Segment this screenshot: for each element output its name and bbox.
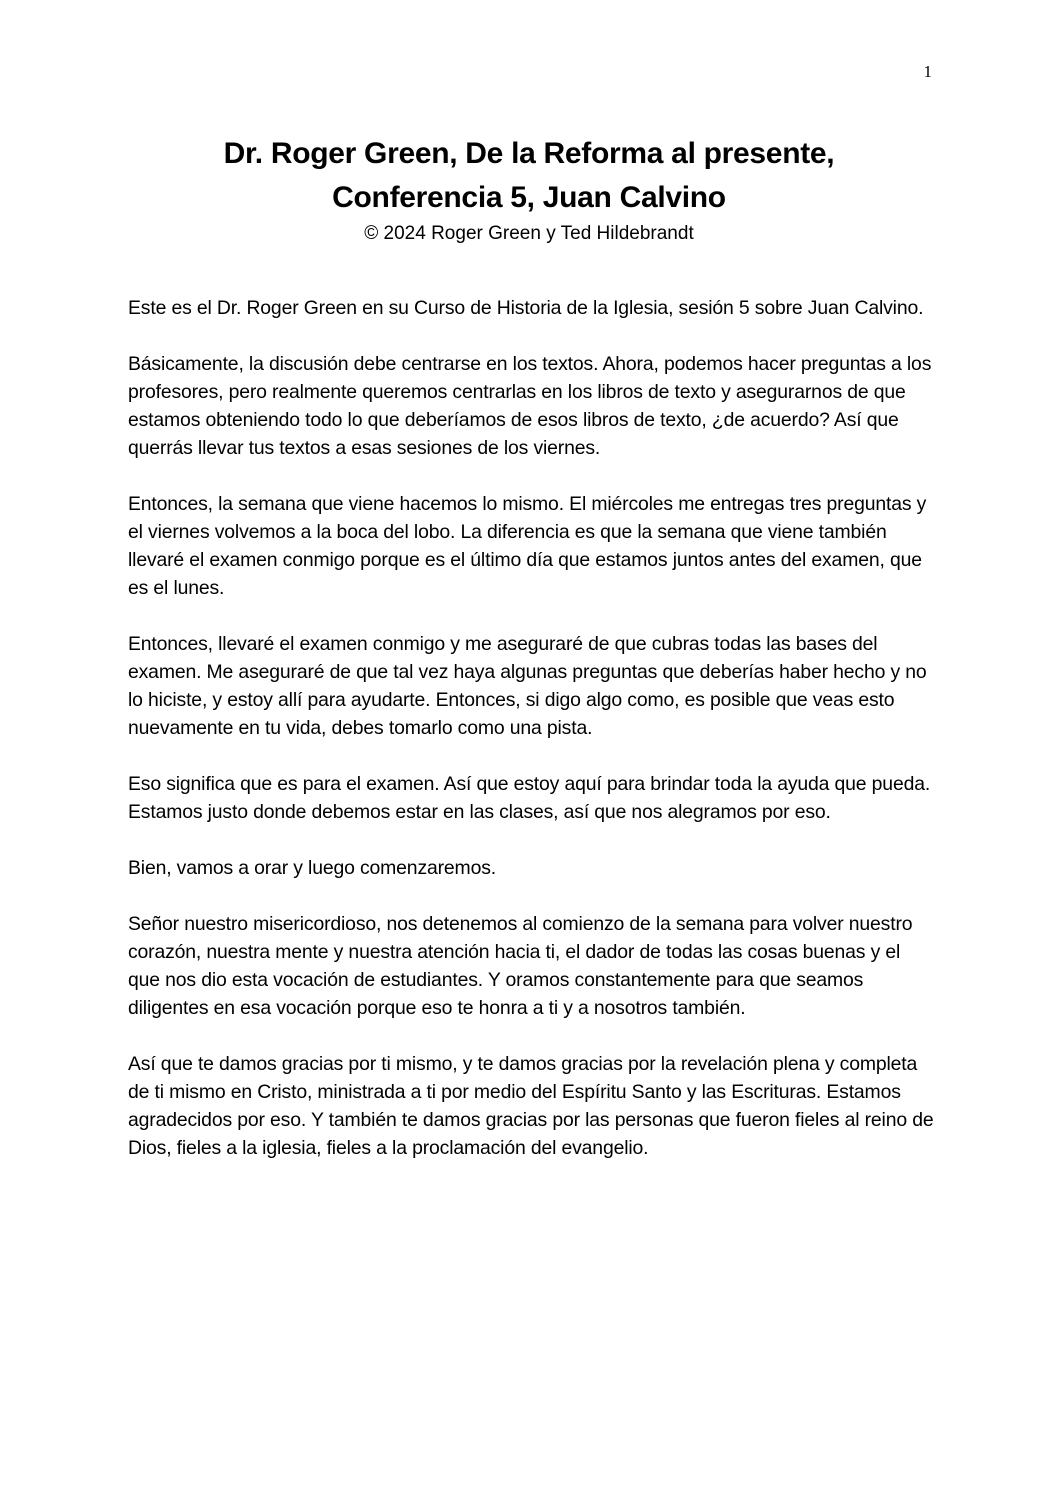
document-body <box>128 294 934 1190</box>
paragraph: Señor nuestro misericordioso, nos detenemos al comienzo de la semana para volver nuestro corazón, nuestra mente y nuestra atención hacia ti, el dador de todas las cosas buenas y el que nos dio esta vocación de estudiantes. Y oramos constantemente para que seamos diligentes en esa vocación porque eso te honra a ti y a nosotros también. <box>128 913 913 1019</box>
paragraph: Entonces, llevaré el examen conmigo y me aseguraré de que cubras todas las bases del examen. Me aseguraré de que tal vez haya algunas preguntas que deberías haber hecho y no lo hiciste, y estoy allí para ayudarte. Entonces, si digo algo como, es posible que veas esto nuevamente en tu vida, debes tomarlo como una pista. <box>128 633 927 739</box>
page-number: 1 <box>923 62 932 81</box>
paragraph: Este es el Dr. Roger Green en su Curso de Historia de la Iglesia, sesión 5 sobre Juan Calvino. <box>128 297 924 319</box>
copyright-notice: © 2024 Roger Green y Ted Hildebrandt <box>364 223 694 244</box>
paragraph: Eso significa que es para el examen. Así que estoy aquí para brindar toda la ayuda que pueda. Estamos justo donde debemos estar en las clases, así que nos alegramos por eso. <box>128 773 931 823</box>
document-title-line-2: Conferencia 5, Juan Calvino <box>332 181 726 214</box>
paragraph: Entonces, la semana que viene hacemos lo mismo. El miércoles me entregas tres preguntas y el viernes volvemos a la boca del lobo. La diferencia es que la semana que viene también llevaré el examen conmigo porque es el último día que estamos juntos antes del examen, que es el lunes. <box>128 493 927 599</box>
paragraph: Básicamente, la discusión debe centrarse en los textos. Ahora, podemos hacer preguntas a los profesores, pero realmente queremos centrarlas en los libros de texto y asegurarnos de que estamos obteniendo todo lo que deberíamos de esos libros de texto, ¿de acuerdo? Así que querrás llevar tus textos a esas sesiones de los viernes. <box>128 353 932 459</box>
document-header <box>0 132 1058 248</box>
document-title-line-1: Dr. Roger Green, De la Reforma al presente, <box>223 137 835 170</box>
paragraph: Así que te damos gracias por ti mismo, y te damos gracias por la revelación plena y completa de ti mismo en Cristo, ministrada a ti por medio del Espíritu Santo y las Escrituras. Estamos agradecidos por eso. Y también te damos gracias por las personas que fueron fieles al reino de Dios, fieles a la iglesia, fieles a la proclamación del evangelio. <box>128 1053 934 1159</box>
paragraph: Bien, vamos a orar y luego comenzaremos. <box>128 857 496 879</box>
